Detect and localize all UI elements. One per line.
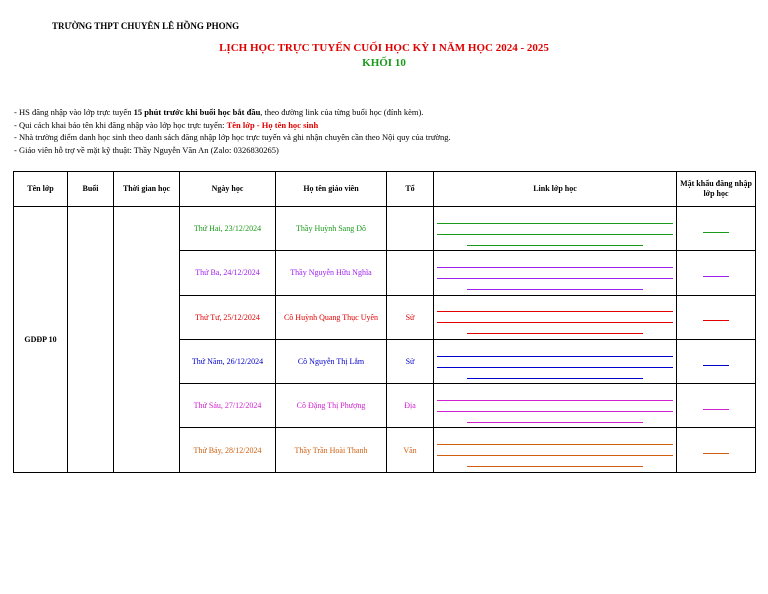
note-login-emphasis: 15 phút trước khi buổi học bắt đầu	[133, 107, 261, 117]
password-cell	[677, 384, 756, 428]
session-cell	[68, 207, 114, 473]
class-link[interactable]	[434, 342, 676, 382]
password-cell	[677, 207, 756, 251]
teacher-cell: Thầy Trần Hoài Thanh	[276, 428, 387, 472]
page-title: LỊCH HỌC TRỰC TUYẾN CUỐI HỌC KỲ I NĂM HỌC 2024 - 2025	[219, 42, 549, 54]
link-line	[437, 455, 673, 456]
link-line	[467, 466, 643, 467]
password-line	[703, 453, 729, 454]
class-link[interactable]	[434, 386, 676, 426]
teacher-cell: Cô Đặng Thị Phượng	[276, 384, 387, 428]
school-name: TRƯỜNG THPT CHUYÊN LÊ HỒNG PHONG	[52, 21, 240, 31]
note-attendance: - Nhà trường điểm danh học sinh theo danh sách đăng nhập lớp học trực tuyến và ghi nhận chuyên cần theo Nội quy của trường.	[14, 132, 451, 142]
note-support: - Giáo viên hỗ trợ về mặt kỹ thuật: Thầy Nguyễn Văn An (Zalo: 0326830265)	[14, 144, 279, 155]
link-line	[437, 322, 673, 323]
link-line	[467, 333, 643, 334]
date-cell: Thứ Năm, 26/12/2024	[180, 339, 276, 383]
group-cell	[387, 251, 434, 295]
password-cell	[677, 339, 756, 383]
link-line	[437, 223, 673, 224]
link-cell[interactable]	[434, 428, 677, 472]
note-naming-format: Tên lớp - Họ tên học sinh	[226, 119, 319, 130]
class-link[interactable]	[434, 430, 676, 470]
teacher-cell: Cô Huỳnh Quang Thục Uyên	[276, 295, 387, 339]
link-line	[437, 411, 673, 412]
date-cell: Thứ Tư, 25/12/2024	[180, 295, 276, 339]
header-password: Mật khẩu đăng nhập lớp học	[677, 172, 756, 207]
password-cell	[677, 251, 756, 295]
link-line	[437, 356, 673, 357]
link-line	[437, 234, 673, 235]
link-line	[437, 311, 673, 312]
group-cell: Địa	[387, 384, 434, 428]
schedule-table	[13, 171, 756, 473]
header-time: Thời gian học	[114, 172, 180, 207]
date-cell: Thứ Hai, 23/12/2024	[180, 207, 276, 251]
password-line	[703, 232, 729, 233]
link-cell[interactable]	[434, 251, 677, 295]
link-line	[467, 245, 643, 246]
link-line	[437, 400, 673, 401]
link-line	[437, 278, 673, 279]
link-cell[interactable]	[434, 295, 677, 339]
page-subtitle: KHỐI 10	[362, 57, 406, 69]
date-cell: Thứ Sáu, 27/12/2024	[180, 384, 276, 428]
teacher-cell: Thầy Huỳnh Sang Dô	[276, 207, 387, 251]
date-cell: Thứ Ba, 24/12/2024	[180, 251, 276, 295]
group-cell: Sử	[387, 295, 434, 339]
header-link: Link lớp học	[434, 172, 677, 207]
class-name-cell: GDĐP 10	[14, 207, 68, 473]
table-header-row	[14, 172, 756, 207]
password-line	[703, 320, 729, 321]
link-line	[467, 289, 643, 290]
link-line	[467, 422, 643, 423]
class-link[interactable]	[434, 253, 676, 293]
password-line	[703, 365, 729, 366]
link-line	[437, 267, 673, 268]
link-cell[interactable]	[434, 207, 677, 251]
group-cell	[387, 207, 434, 251]
note-naming: - Qui cách khai báo tên khi đăng nhập vào lớp học trực tuyến: Tên lớp - Họ tên học sinh	[14, 119, 319, 130]
link-line	[437, 367, 673, 368]
date-cell: Thứ Bảy, 28/12/2024	[180, 428, 276, 472]
header-date: Ngày học	[180, 172, 276, 207]
link-cell[interactable]	[434, 384, 677, 428]
link-line	[467, 378, 643, 379]
teacher-cell: Cô Nguyễn Thị Lắm	[276, 339, 387, 383]
password-cell	[677, 428, 756, 472]
password-cell	[677, 295, 756, 339]
group-cell: Sử	[387, 339, 434, 383]
header-teacher: Họ tên giáo viên	[276, 172, 387, 207]
password-line	[703, 409, 729, 410]
note-login: - HS đăng nhập vào lớp trực tuyến 15 phút trước khi buổi học bắt đầu, theo đường link của từng buổi học (đính kèm).	[14, 107, 424, 117]
table-row	[14, 207, 756, 251]
time-cell	[114, 207, 180, 473]
header-class: Tên lớp	[14, 172, 68, 207]
password-line	[703, 276, 729, 277]
header-session: Buổi	[68, 172, 114, 207]
teacher-cell: Thầy Nguyễn Hữu Nghĩa	[276, 251, 387, 295]
link-line	[437, 444, 673, 445]
instructions	[14, 106, 451, 156]
group-cell: Văn	[387, 428, 434, 472]
class-link[interactable]	[434, 297, 676, 337]
header-group: Tổ	[387, 172, 434, 207]
class-link[interactable]	[434, 209, 676, 249]
link-cell[interactable]	[434, 339, 677, 383]
